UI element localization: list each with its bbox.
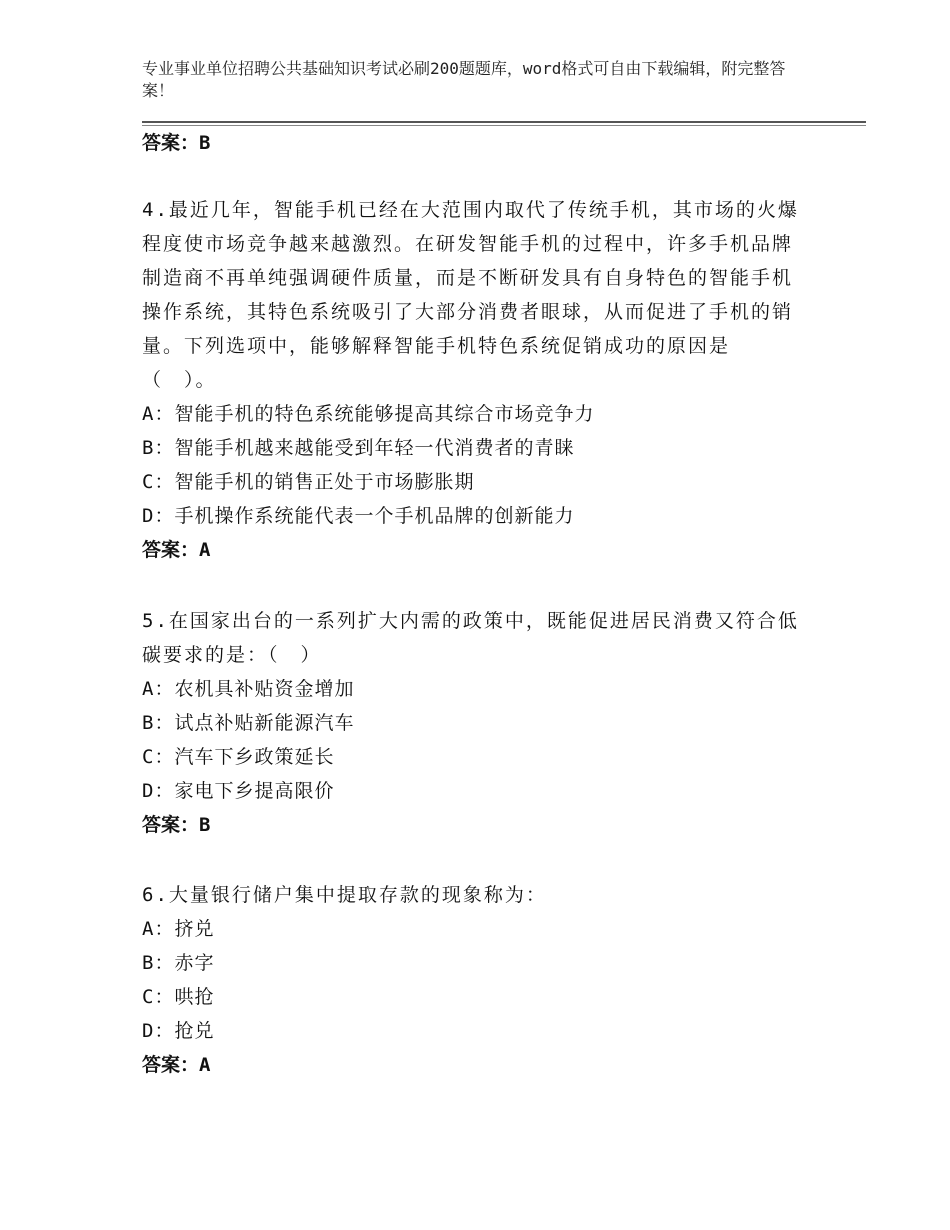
question-stem: 5.在国家出台的一系列扩大内需的政策中，既能促进居民消费又符合低碳要求的是：（ ）: [142, 610, 799, 666]
question-5: [142, 604, 802, 842]
question-6: [142, 878, 802, 1082]
option-d: D：家电下乡提高限价: [142, 780, 335, 802]
option-c: C：智能手机的销售正处于市场膨胀期: [142, 471, 475, 493]
option-c: C：汽车下乡政策延长: [142, 746, 335, 768]
option-b: B：赤字: [142, 952, 215, 974]
header-text: 专业事业单位招聘公共基础知识考试必刷200题题库，word格式可自由下载编辑，附完整答案！: [142, 59, 786, 100]
document-header: [142, 58, 792, 102]
question-4: [142, 193, 802, 567]
header-rule-thick: [142, 121, 866, 123]
header-rule-thin: [142, 125, 866, 126]
question-stem: 6.大量银行储户集中提取存款的现象称为：: [142, 884, 547, 906]
answer-line: 答案：A: [142, 539, 211, 561]
option-b: B：试点补贴新能源汽车: [142, 712, 355, 734]
option-c: C：哄抢: [142, 986, 215, 1008]
option-d: D：抢兑: [142, 1020, 215, 1042]
question-stem: 4.最近几年，智能手机已经在大范围内取代了传统手机，其市场的火爆程度使市场竞争越来越激烈。在研发智能手机的过程中，许多手机品牌制造商不再单纯强调硬件质量，而是不断研发具有自身特色的智能手机操作系统，其特色系统吸引了大部分消费者眼球，从而促进了手机的销量。下列选项中，能够解释智能手机特色系统促销成功的原因是（ ）。: [142, 199, 799, 391]
option-a: A：挤兑: [142, 918, 215, 940]
option-b: B：智能手机越来越能受到年轻一代消费者的青睐: [142, 437, 575, 459]
answer-line: 答案：B: [142, 814, 211, 836]
option-a: A：农机具补贴资金增加: [142, 678, 355, 700]
previous-answer: 答案：B: [142, 132, 211, 154]
option-d: D：手机操作系统能代表一个手机品牌的创新能力: [142, 505, 575, 527]
answer-line: 答案：A: [142, 1054, 211, 1076]
option-a: A：智能手机的特色系统能够提高其综合市场竞争力: [142, 403, 595, 425]
